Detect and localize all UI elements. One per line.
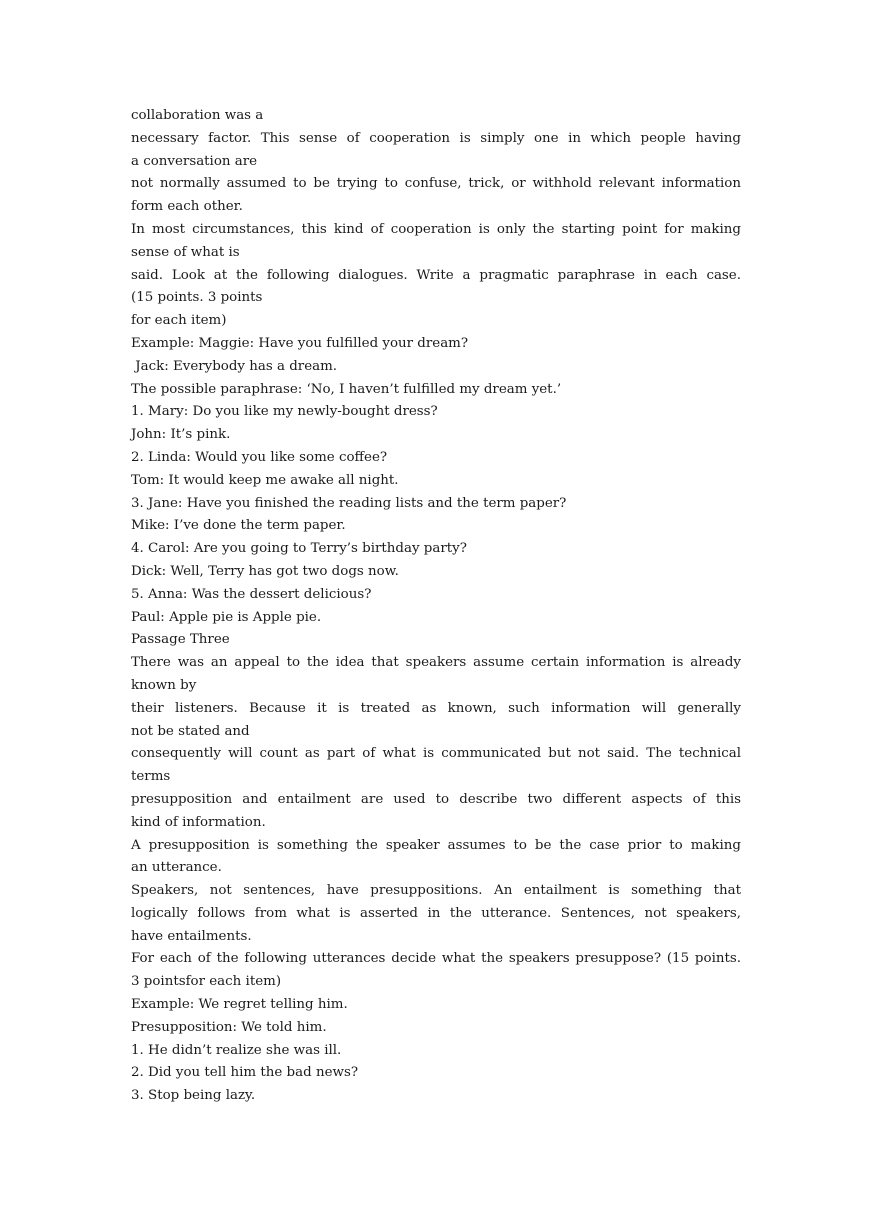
- example-answer: Jack: Everybody has a dream.: [131, 358, 338, 374]
- text-line: presupposition and entailment are used to describe two different aspects of this: [131, 791, 741, 807]
- document-body: [131, 105, 741, 1108]
- utterance-item-2: 2. Did you tell him the bad news?: [131, 1065, 359, 1081]
- dialogue-5-question: 5. Anna: Was the dessert delicious?: [131, 586, 372, 602]
- text-line: kind of information.: [131, 814, 266, 830]
- text-line: not normally assumed to be trying to confuse, trick, or withhold relevant information: [131, 176, 741, 192]
- dialogue-4-answer: Dick: Well, Terry has got two dogs now.: [131, 563, 399, 579]
- text-line: form each other.: [131, 199, 243, 215]
- text-line: 3 pointsfor each item): [131, 974, 282, 990]
- example-paraphrase: The possible paraphrase: ‘No, I haven’t fulfilled my dream yet.’: [131, 381, 562, 397]
- dialogue-3-question: 3. Jane: Have you finished the reading lists and the term paper?: [131, 495, 567, 511]
- dialogue-3-answer: Mike: I’ve done the term paper.: [131, 518, 346, 534]
- dialogue-4-question: 4. Carol: Are you going to Terry’s birthday party?: [131, 541, 467, 557]
- text-line: For each of the following utterances decide what the speakers presuppose? (15 points.: [131, 951, 741, 967]
- text-line: said. Look at the following dialogues. Write a pragmatic paraphrase in each case.: [131, 267, 741, 283]
- dialogue-5-answer: Paul: Apple pie is Apple pie.: [131, 609, 322, 625]
- text-line: a conversation are: [131, 153, 258, 169]
- text-line: collaboration was a: [131, 108, 264, 123]
- text-line: sense of what is: [131, 244, 240, 260]
- dialogue-2-answer: Tom: It would keep me awake all night.: [131, 472, 399, 488]
- text-line: (15 points. 3 points: [131, 290, 263, 306]
- text-line: terms: [131, 769, 171, 785]
- example-utterance: Example: We regret telling him.: [131, 997, 348, 1013]
- section-heading: Passage Three: [131, 632, 230, 648]
- dialogue-1-question: 1. Mary: Do you like my newly-bought dress?: [131, 404, 438, 420]
- text-line: necessary factor. This sense of cooperation is simply one in which people having: [131, 130, 741, 146]
- text-line: for each item): [131, 313, 227, 329]
- text-line: logically follows from what is asserted in the utterance. Sentences, not speakers,: [131, 905, 741, 921]
- text-line: their listeners. Because it is treated as known, such information will generally: [131, 700, 741, 716]
- example-presupposition: Presupposition: We told him.: [131, 1019, 327, 1035]
- text-line: There was an appeal to the idea that speakers assume certain information is already: [131, 655, 741, 671]
- dialogue-2-question: 2. Linda: Would you like some coffee?: [131, 449, 388, 465]
- text-line: Speakers, not sentences, have presuppositions. An entailment is something that: [131, 883, 741, 899]
- text-line: consequently will count as part of what is communicated but not said. The technical: [131, 746, 741, 762]
- text-line: have entailments.: [131, 928, 252, 944]
- text-line: In most circumstances, this kind of cooperation is only the starting point for making: [131, 221, 741, 237]
- text-line: an utterance.: [131, 860, 222, 876]
- dialogue-1-answer: John: It’s pink.: [131, 427, 231, 443]
- text-line: known by: [131, 677, 197, 693]
- text-line: not be stated and: [131, 723, 250, 739]
- text-line: A presupposition is something the speaker assumes to be the case prior to making: [131, 837, 741, 853]
- utterance-item-3: 3. Stop being lazy.: [131, 1088, 256, 1104]
- utterance-item-1: 1. He didn’t realize she was ill.: [131, 1042, 342, 1058]
- example-question: Example: Maggie: Have you fulfilled your dream?: [131, 335, 469, 351]
